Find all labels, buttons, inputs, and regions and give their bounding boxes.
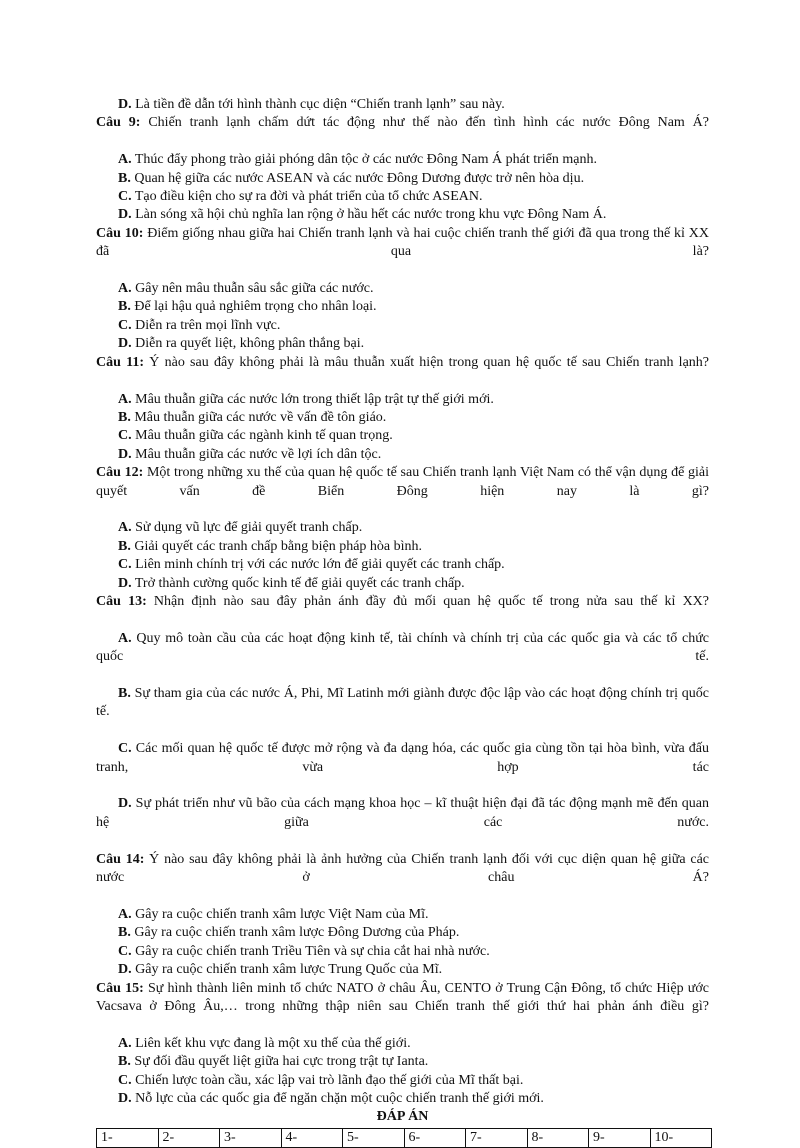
option-letter: C. — [118, 943, 132, 959]
option-text: Gây ra cuộc chiến tranh Triều Tiên và sự chia cắt hai nhà nước. — [135, 943, 490, 959]
option-text: Các mối quan hệ quốc tế được mở rộng và đa dạng hóa, các quốc gia cùng tồn tại hòa bình, vừa đấu tranh, vừa hợp tác — [96, 741, 710, 775]
option-text: Gây nên mâu thuẫn sâu sắc giữa các nước. — [135, 281, 374, 297]
option-letter: B. — [118, 170, 131, 186]
option-text: Mâu thuẫn giữa các nước lớn trong thiết lập trật tự thế giới mới. — [135, 391, 494, 407]
option-text: Tạo điều kiện cho sự ra đời và phát triển của tổ chức ASEAN. — [134, 189, 483, 205]
option-letter: D. — [118, 207, 132, 223]
question-stem — [96, 114, 709, 151]
option-paragraph — [96, 795, 709, 850]
option-text: Sự tham gia của các nước Á, Phi, Mĩ Latinh mới giành được độc lập vào các hoạt động chính trị quốc tế. — [96, 686, 710, 720]
answer-cell: 4- — [281, 1128, 343, 1147]
option-letter: A. — [118, 1035, 132, 1051]
table-row — [97, 1128, 712, 1147]
option-letter: B. — [118, 925, 131, 941]
option-letter: C. — [118, 557, 132, 573]
question-stem — [96, 464, 709, 519]
answer-cell: 10- — [650, 1128, 712, 1147]
option-letter: D. — [118, 796, 132, 812]
option-paragraph — [96, 740, 709, 795]
option-line — [96, 906, 709, 924]
option-letter: B. — [118, 686, 131, 701]
option-text: Sự đối đầu quyết liệt giữa hai cực trong trật tự Ianta. — [134, 1054, 429, 1070]
option-text: Liên kết khu vực đang là một xu thế của thế giới. — [135, 1035, 411, 1051]
option-letter: D. — [118, 575, 132, 591]
question-stem — [96, 851, 709, 906]
option-text: Diễn ra quyết liệt, không phân thắng bại. — [135, 336, 365, 352]
option-line — [96, 335, 709, 353]
question-text: Chiến tranh lạnh chấm dứt tác động như thế nào đến tình hình các nước Đông Nam Á? — [148, 115, 710, 131]
answer-cell: 5- — [343, 1128, 405, 1147]
question-label: Câu 15: — [96, 980, 144, 996]
option-line — [96, 1035, 709, 1053]
question-text: Điểm giống nhau giữa hai Chiến tranh lạnh và hai cuộc chiến tranh thế giới đã qua trong thế kỉ XX đã qua là? — [96, 225, 710, 260]
answer-cell: 3- — [220, 1128, 282, 1147]
option-line — [96, 317, 709, 335]
option-text: Nỗ lực của các quốc gia để ngăn chặn một cuộc chiến tranh thế giới mới. — [135, 1090, 544, 1106]
question-label: Câu 11: — [96, 354, 145, 370]
option-letter: B. — [118, 409, 131, 425]
question-text: Ý nào sau đây không phải là mâu thuẫn xuất hiện trong quan hệ quốc tế sau Chiến tranh lạnh? — [149, 354, 709, 370]
option-letter: C. — [118, 189, 132, 205]
option-paragraph — [96, 685, 709, 740]
option-letter: D. — [118, 97, 132, 112]
option-line — [96, 556, 709, 574]
question-stem — [96, 354, 709, 391]
option-line — [96, 188, 709, 206]
option-letter: D. — [118, 336, 132, 352]
question-text: Nhận định nào sau đây phản ánh đầy đủ mối quan hệ quốc tế trong nửa sau thế kỉ XX? — [153, 593, 710, 609]
option-text: Sự phát triển như vũ bão của cách mạng khoa học – kĩ thuật hiện đại đã tác động mạnh mẽ đến quan hệ giữa các nước. — [96, 796, 710, 830]
answer-key-title: ĐÁP ÁN — [376, 1109, 429, 1125]
option-text: Giải quyết các tranh chấp bằng biện pháp hòa bình. — [134, 538, 423, 554]
option-line — [96, 1072, 709, 1090]
option-text: Gây ra cuộc chiến tranh xâm lược Trung Quốc của Mĩ. — [135, 962, 443, 978]
question-stem — [96, 980, 709, 1035]
option-text: Trở thành cường quốc kinh tế để giải quyết các tranh chấp. — [134, 575, 465, 591]
option-line — [96, 538, 709, 556]
option-line — [96, 943, 709, 961]
option-letter: D. — [118, 446, 132, 462]
option-text: Thúc đẩy phong trào giải phóng dân tộc ở các nước Đông Nam Á phát triển mạnh. — [134, 152, 597, 168]
option-text: Là tiền đề dẫn tới hình thành cục diện “Chiến tranh lạnh” sau này. — [135, 97, 505, 112]
question-text: Ý nào sau đây không phải là ảnh hưởng của Chiến tranh lạnh đối với cục diện quan hệ giữa các nước ở châu Á? — [96, 851, 710, 886]
answer-cell: 2- — [158, 1128, 220, 1147]
option-line — [96, 409, 709, 427]
option-letter: A. — [118, 152, 132, 168]
option-line — [96, 170, 709, 188]
option-letter: C. — [118, 741, 132, 757]
question-label: Câu 12: — [96, 465, 144, 481]
option-text: Làn sóng xã hội chủ nghĩa lan rộng ở hầu hết các nước trong khu vực Đông Nam Á. — [135, 207, 607, 223]
option-text: Gây ra cuộc chiến tranh xâm lược Việt Nam của Mĩ. — [135, 906, 429, 922]
option-line — [96, 1090, 709, 1108]
option-line — [96, 96, 709, 114]
document-page — [96, 96, 709, 1148]
question-stem — [96, 225, 709, 280]
option-line — [96, 519, 709, 537]
question-stem — [96, 593, 709, 630]
option-text: Chiến lược toàn cầu, xác lập vai trò lãnh đạo thế giới của Mĩ thất bại. — [135, 1072, 524, 1088]
option-line — [96, 298, 709, 316]
option-letter: B. — [118, 1054, 131, 1070]
option-letter: A. — [118, 906, 132, 922]
option-text: Mâu thuẫn giữa các nước về vấn đề tôn giáo. — [134, 409, 387, 425]
question-label: Câu 14: — [96, 851, 145, 867]
option-letter: C. — [118, 1072, 132, 1088]
option-line — [96, 961, 709, 979]
option-line — [96, 206, 709, 224]
option-text: Quy mô toàn cầu của các hoạt động kinh tế, tài chính và chính trị của các quốc gia và các tổ chức quốc tế. — [96, 630, 710, 665]
option-line — [96, 446, 709, 464]
option-letter: B. — [118, 299, 131, 315]
option-letter: A. — [118, 630, 132, 646]
option-letter: A. — [118, 281, 132, 297]
option-line — [96, 575, 709, 593]
option-letter: D. — [118, 962, 132, 978]
option-line — [96, 391, 709, 409]
option-line — [96, 924, 709, 942]
answer-cell: 1- — [97, 1128, 159, 1147]
option-text: Mâu thuẫn giữa các ngành kinh tế quan trọng. — [135, 428, 393, 444]
option-text: Mâu thuẫn giữa các nước về lợi ích dân tộc. — [135, 446, 382, 462]
option-line — [96, 427, 709, 445]
question-label: Câu 13: — [96, 593, 147, 609]
option-line — [96, 280, 709, 298]
option-letter: D. — [118, 1090, 132, 1106]
option-text: Để lại hậu quả nghiêm trọng cho nhân loại. — [134, 299, 377, 315]
option-text: Diễn ra trên mọi lĩnh vực. — [135, 317, 281, 333]
answer-cell: 9- — [589, 1128, 651, 1147]
option-paragraph — [96, 630, 709, 685]
option-letter: B. — [118, 538, 131, 554]
option-line — [96, 1053, 709, 1071]
option-letter: A. — [118, 520, 132, 536]
option-text: Quan hệ giữa các nước ASEAN và các nước Đông Dương được trở nên hòa dịu. — [134, 170, 585, 186]
option-letter: A. — [118, 391, 132, 407]
option-text: Gây ra cuộc chiến tranh xâm lược Đông Dương của Pháp. — [134, 925, 460, 941]
option-letter: C. — [118, 428, 132, 444]
option-text: Liên minh chính trị với các nước lớn để giải quyết các tranh chấp. — [135, 557, 505, 573]
option-letter: C. — [118, 317, 132, 333]
question-text: Sự hình thành liên minh tổ chức NATO ở châu Âu, CENTO ở Trung Cận Đông, tổ chức Hiệp ước Vacsava ở Đông Âu,… trong những thập niên sau Chiến tranh thế giới thứ hai phản ánh điều gì? — [96, 980, 710, 1014]
option-line — [96, 151, 709, 169]
answer-cell: 6- — [404, 1128, 466, 1147]
answer-cell: 8- — [527, 1128, 589, 1147]
question-label: Câu 9: — [96, 115, 141, 131]
question-text: Một trong những xu thế của quan hệ quốc tế sau Chiến tranh lạnh Việt Nam có thể vận dụng để giải quyết vấn đề Biển Đông hiện nay là gì? — [96, 465, 709, 499]
answer-cell: 7- — [466, 1128, 528, 1147]
question-label: Câu 10: — [96, 225, 144, 241]
option-text: Sử dụng vũ lực để giải quyết tranh chấp. — [135, 520, 363, 536]
